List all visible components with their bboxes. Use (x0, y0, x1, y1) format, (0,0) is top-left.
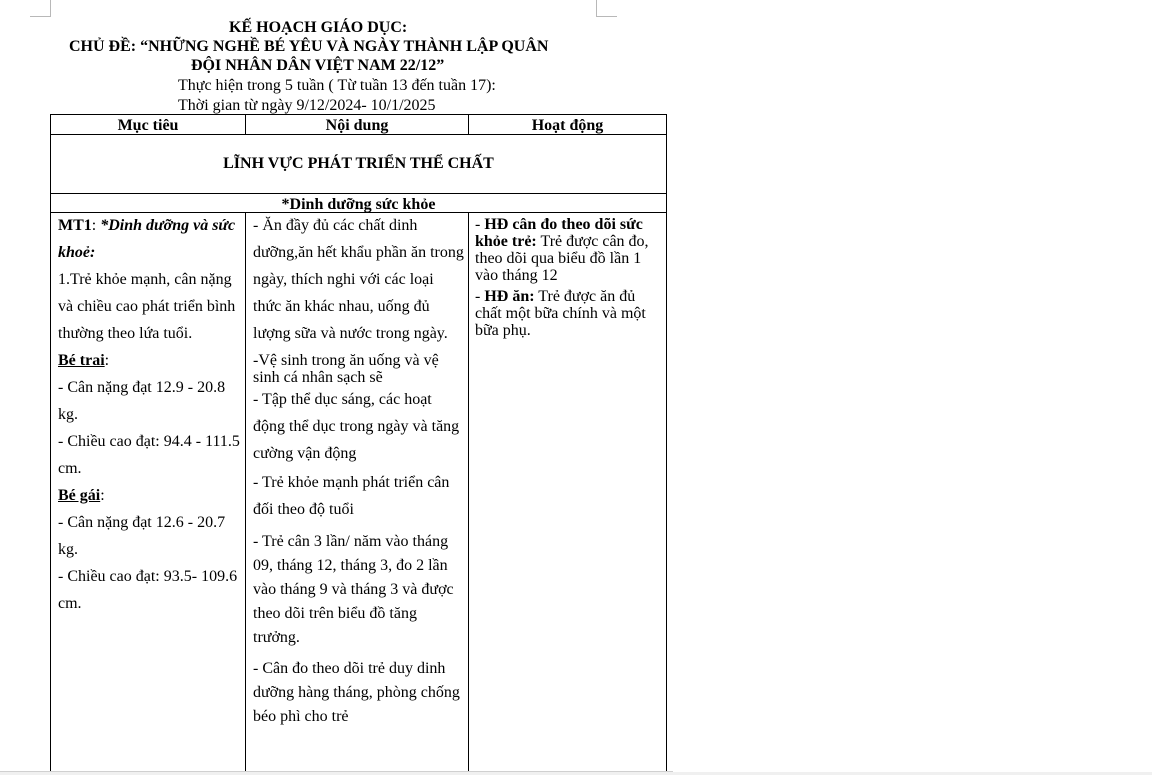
activity-1-label: HĐ cân đo theo dõi sức khỏe trẻ: (475, 216, 643, 250)
page-corner-mark-left (30, 0, 51, 17)
header-muc-tieu: Mục tiêu (117, 117, 179, 134)
content-item-5: - Trẻ cân 3 lần/ năm vào tháng 09, tháng 12, tháng 3, đo 2 lần vào tháng 9 và tháng 3 và được theo dõi trên biểu đồ tăng trưởng. (253, 533, 454, 646)
content-item-4: - Trẻ khỏe mạnh phát triển cân đối theo độ tuổi (253, 474, 450, 518)
activity-1-text: Trẻ được cân đo, theo dõi qua biểu đồ lần 1 vào tháng 12 (475, 233, 649, 284)
content-item-6: - Cân đo theo dõi trẻ duy dinh dưỡng hàng tháng, phòng chống béo phì cho trẻ (253, 660, 460, 725)
theme-line-2: ĐỘI NHÂN DÂN VIỆT NAM 22/12” (191, 57, 445, 74)
content-item-1: - Ăn đầy đủ các chất dinh dưỡng,ăn hết khẩu phần ăn trong ngày, thích nghi với các loại thức ăn khác nhau, uống đủ lượng sữa và nước trong ngày. (253, 217, 464, 342)
boy-label: Bé trai (58, 352, 105, 369)
muc-tieu-column: MT1: *Dinh dưỡng và sức khoẻ: 1.Trẻ khỏe mạnh, cân nặng và chiều cao phát triển bình thường theo lứa tuổi. Bé trai: - Cân nặng đạt 12.9 - 20.8 kg. - Chiều cao đạt: 94.4 - 111.5 cm. Bé gái: - Cân nặng đạt 12.6 - 20.7 kg. - Chiều cao đạt: 93.5- 109.6 cm. (58, 212, 240, 617)
noi-dung-column (253, 212, 464, 729)
header-noi-dung: Nội dung (325, 117, 389, 134)
mt-code: MT1 (58, 217, 92, 234)
hoat-dong-column (475, 216, 663, 339)
document-title: KẾ HOẠCH GIÁO DỤC: (229, 19, 408, 36)
date-range-text: Thời gian từ ngày 9/12/2024- 10/1/2025 (178, 97, 436, 114)
girl-label: Bé gái (58, 487, 101, 504)
content-item-2: -Vệ sinh trong ăn uống và vệ sinh cá nhân sạch sẽ (253, 352, 439, 386)
boy-height: - Chiều cao đạt: 94.4 - 111.5 cm. (58, 433, 240, 477)
canvas-margin (673, 0, 1152, 775)
boy-weight: - Cân nặng đạt 12.9 - 20.8 kg. (58, 379, 226, 423)
header-hoat-dong: Hoạt động (531, 117, 604, 134)
table-border-top (50, 114, 667, 115)
theme-line-1: CHỦ ĐỀ: “NHỮNG NGHỀ BÉ YÊU VÀ NGÀY THÀNH LẬP QUÂN (69, 38, 549, 55)
column-divider-1 (245, 212, 246, 772)
section-title: LĨNH VỰC PHÁT TRIỂN THỂ CHẤT (223, 155, 494, 172)
girl-height: - Chiều cao đạt: 93.5- 109.6 cm. (58, 568, 238, 612)
page-corner-mark-right (596, 0, 617, 17)
activity-2-text: Trẻ được ăn đủ chất một bữa chính và một bữa phụ. (475, 288, 646, 339)
activity-2-label: HĐ ăn: (484, 288, 535, 305)
mt-title: *Dinh dưỡng và sức khoẻ: (58, 217, 236, 261)
girl-weight: - Cân nặng đạt 12.6 - 20.7 kg. (58, 514, 226, 558)
subsection-title: *Dinh dưỡng sức khỏe (281, 196, 436, 213)
activity-2: - HĐ ăn: Trẻ được ăn đủ chất một bữa chính và một bữa phụ. (475, 288, 646, 339)
column-divider-2 (468, 212, 469, 772)
table-border-right (666, 114, 667, 772)
activity-1: - HĐ cân đo theo dõi sức khỏe trẻ: Trẻ được cân đo, theo dõi qua biểu đồ lần 1 vào tháng 12 (475, 216, 649, 284)
content-item-3: - Tập thể dục sáng, các hoạt động thể dục trong ngày và tăng cường vận động (253, 391, 460, 462)
section-divider (50, 193, 667, 194)
mt-goal: 1.Trẻ khỏe mạnh, cân nặng và chiều cao phát triển bình thường theo lứa tuổi. (58, 271, 236, 342)
duration-text: Thực hiện trong 5 tuần ( Từ tuần 13 đến tuần 17): (178, 77, 496, 94)
mt-separator: : (91, 217, 101, 234)
